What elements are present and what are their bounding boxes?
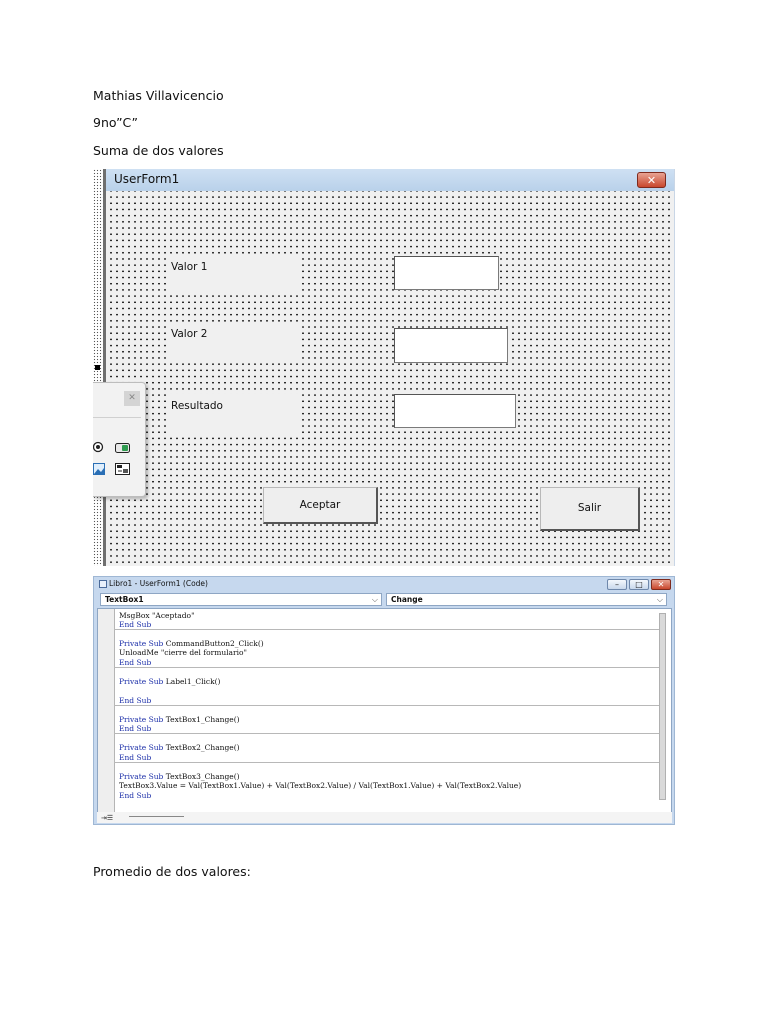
procedure-view-icon[interactable]: ⇥☰ [101,814,114,822]
userform-designer-screenshot [93,169,675,566]
salir-button[interactable]: Salir [540,487,640,531]
object-dropdown-value: TextBox1 [105,595,144,604]
code-line: Private Sub TextBox1_Change() [119,715,240,724]
code-close-button[interactable]: ✕ [651,579,671,590]
code-editor[interactable] [97,608,672,813]
procedure-separator [114,762,664,763]
vertical-scrollbar[interactable] [659,613,666,800]
code-window-screenshot [93,576,675,825]
code-line: TextBox3.Value = Val(TextBox1.Value) + Val(TextBox2.Value) / Val(TextBox1.Value) + Val(TextBox2.Value) [119,781,522,790]
section-heading-sum: Suma de dos valores [93,143,224,158]
code-line: Private Sub CommandButton2_Click() [119,639,264,648]
procedure-separator [114,667,664,668]
class-group: 9no”C” [93,115,138,130]
author-name: Mathias Villavicencio [93,88,224,103]
toggle-button-icon[interactable] [115,442,131,454]
code-line: End Sub [119,658,152,667]
userform-window [106,169,675,566]
option-button-icon[interactable] [93,441,107,453]
chevron-down-icon: ⌵ [656,595,663,604]
vba-window-icon [99,580,107,588]
image-icon[interactable] [93,463,107,475]
section-heading-average: Promedio de dos valores: [93,864,251,879]
textbox-resultado[interactable] [394,394,516,428]
userform-title: UserForm1 [114,172,180,186]
maximize-button[interactable]: □ [629,579,649,590]
object-dropdown[interactable] [100,593,382,606]
procedure-separator [114,629,664,630]
minimize-button[interactable]: – [607,579,627,590]
code-line: UnloadMe "cierre del formulario" [119,648,247,657]
code-window-title: Libro1 - UserForm1 (Code) [109,579,208,588]
textbox-valor-1[interactable] [394,256,499,290]
refedit-icon[interactable] [115,463,131,475]
code-status-area [97,812,672,823]
code-line: End Sub [119,696,152,705]
aceptar-button[interactable]: Aceptar [263,487,378,524]
code-line: End Sub [119,791,152,800]
code-line: Private Sub Label1_Click() [119,677,221,686]
label-resultado: Resultado [166,394,301,434]
code-line: End Sub [119,724,152,733]
selection-handle [95,365,100,370]
code-margin [98,609,115,812]
code-line: End Sub [119,620,152,629]
toolbox-panel [93,382,146,497]
textbox-valor-2[interactable] [394,328,508,363]
procedure-separator [114,733,664,734]
chevron-down-icon: ⌵ [371,595,378,604]
userform-close-button[interactable]: ✕ [637,172,666,188]
procedure-dropdown[interactable] [386,593,667,606]
horizontal-scrollbar[interactable] [129,816,184,817]
procedure-separator [114,705,664,706]
userform-client-area [106,191,674,566]
code-line: MsgBox "Aceptado" [119,611,195,620]
code-line: Private Sub TextBox3_Change() [119,772,240,781]
toolbox-close-button[interactable]: ✕ [124,391,140,406]
designer-gutter [93,169,103,566]
code-line: Private Sub TextBox2_Change() [119,743,240,752]
toolbox-separator [93,417,141,418]
label-valor-1: Valor 1 [166,255,301,295]
procedure-dropdown-value: Change [391,595,423,604]
label-valor-2: Valor 2 [166,322,301,362]
code-line: End Sub [119,753,152,762]
userform-titlebar [106,169,674,191]
